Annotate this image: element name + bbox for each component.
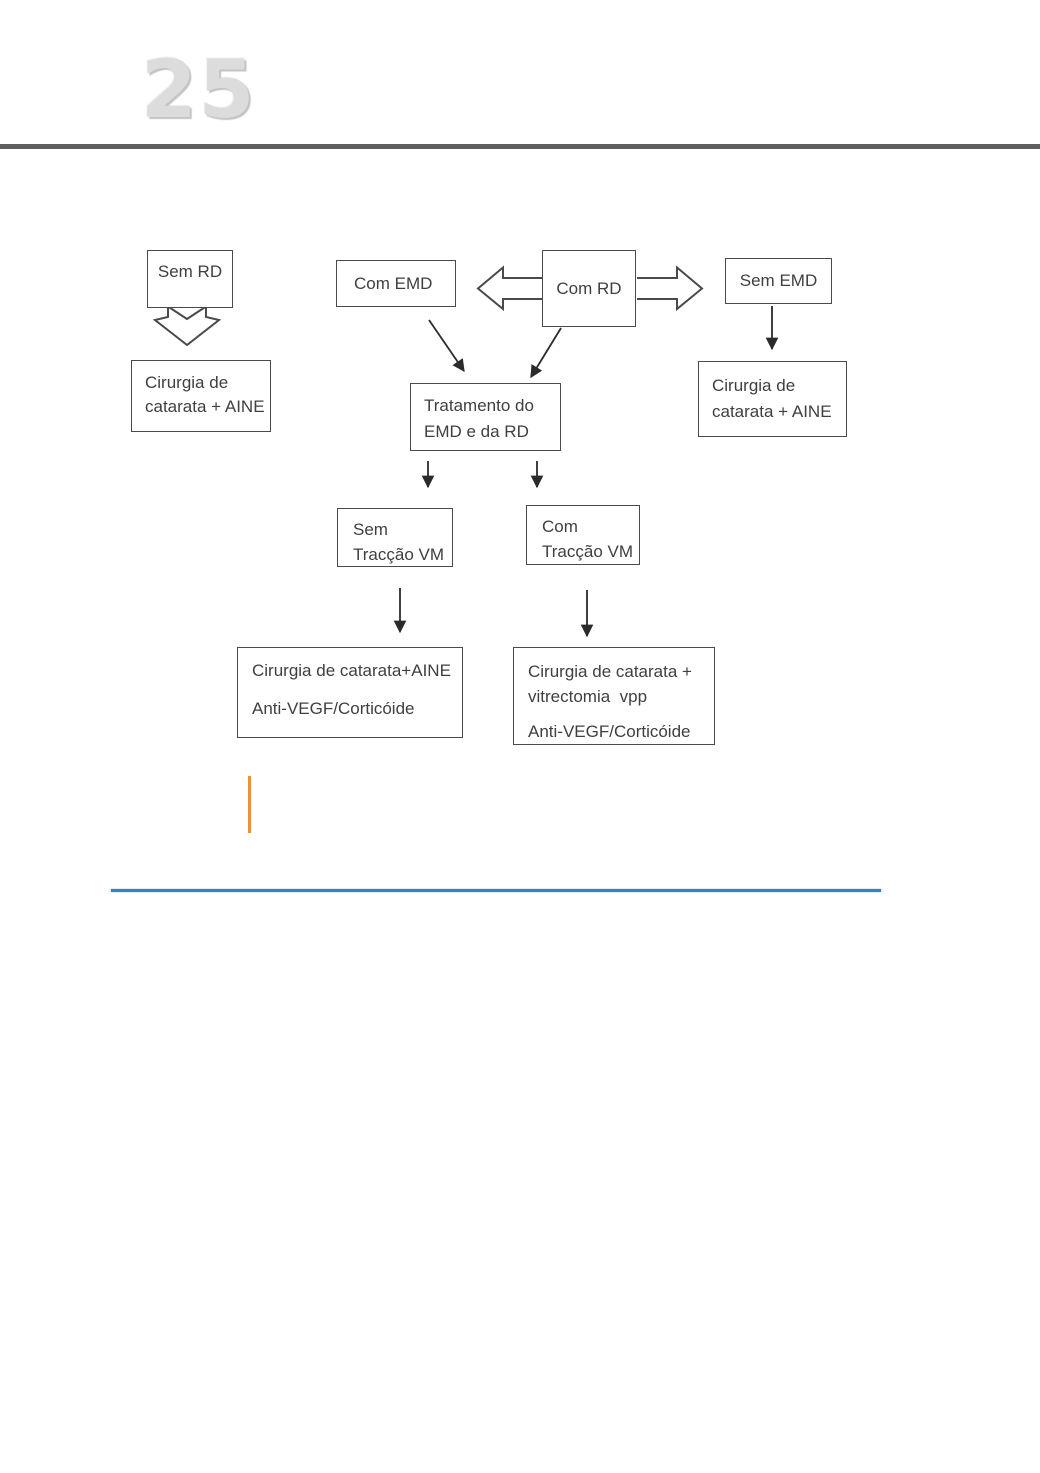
footer-blue-rule: [111, 889, 881, 892]
node-label-line1: Cirurgia de: [145, 373, 229, 392]
header-rule: [0, 144, 1040, 149]
node-label-line2: Tracção VM: [542, 542, 634, 561]
node-label-line3: Anti-VEGF/Corticóide: [528, 722, 691, 741]
node-com-traccao-vm: [526, 505, 640, 565]
node-label-line1: Sem: [353, 520, 388, 539]
node-label: Com RD: [556, 278, 622, 298]
node-cirurgia-catarata-aine-right: [698, 361, 847, 437]
orange-cursor-mark: [248, 776, 251, 833]
node-label-line2: Anti-VEGF/Corticóide: [252, 699, 415, 718]
page-number: 25: [141, 43, 257, 136]
node-label: Sem EMD: [739, 271, 818, 290]
node-label-line1: Cirurgia de: [712, 376, 796, 395]
node-label-line2: Tracção VM: [353, 545, 445, 564]
node-sem-traccao-vm: [337, 508, 453, 567]
node-com-rd: [542, 250, 636, 327]
node-tratamento-emd-rd: [410, 383, 561, 451]
arrow-com-emd-to-tratamento: [429, 320, 464, 371]
node-label-line1: Cirurgia de catarata +: [528, 662, 692, 681]
node-label: Com EMD: [354, 273, 433, 293]
node-label-line1: Cirurgia de catarata+AINE: [252, 661, 451, 680]
arrow-com-rd-to-tratamento: [531, 328, 561, 377]
node-label-line2: EMD e da RD: [424, 422, 529, 441]
hollow-down-arrow: [155, 307, 219, 346]
node-sem-emd: [725, 258, 832, 304]
node-label-line2: catarata + AINE: [712, 402, 832, 421]
node-cirurgia-catarata-aine-left: [131, 360, 271, 432]
hollow-left-arrow: [478, 268, 542, 310]
node-outcome-com-traccao: [513, 647, 715, 745]
hollow-right-arrow: [637, 268, 702, 310]
node-label-line1: Com: [542, 517, 578, 536]
node-outcome-sem-traccao: [237, 647, 463, 738]
node-label-line2: catarata + AINE: [145, 397, 265, 416]
node-label: Sem RD: [157, 262, 223, 281]
node-label-line2: vitrectomia vpp: [528, 687, 648, 706]
node-com-emd: [336, 260, 456, 307]
node-label-line1: Tratamento do: [424, 396, 534, 415]
node-sem-rd: [147, 250, 233, 308]
